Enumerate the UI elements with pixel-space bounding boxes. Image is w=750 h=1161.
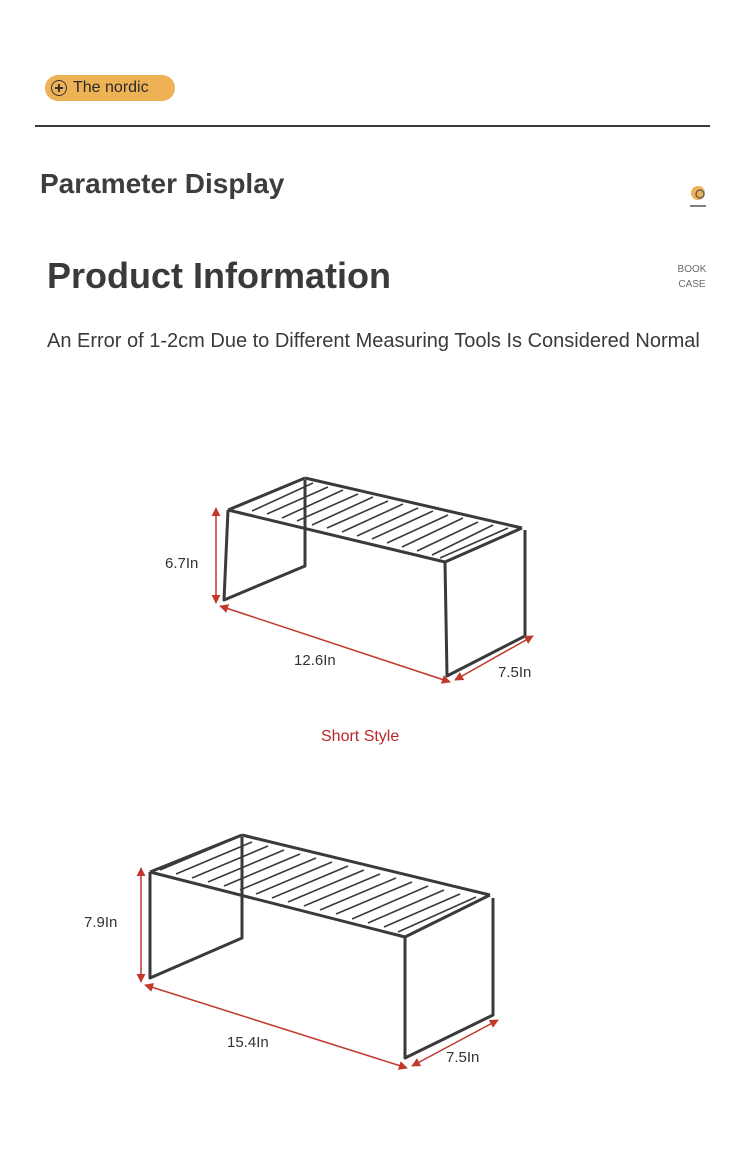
page-title: Product Information [47,255,391,296]
measurement-note: An Error of 1-2cm Due to Different Measuring Tools Is Considered Normal [47,330,700,352]
book-case-line-2: CASE [678,279,706,290]
short-length-label: 12.6In [294,652,336,669]
short-height-label: 6.7In [165,555,199,572]
short-style-label: Short Style [321,728,400,745]
long-depth-label: 7.5In [446,1049,480,1066]
long-length-label: 15.4In [227,1034,269,1051]
brand-label: The nordic [73,79,149,96]
section-title: Parameter Display [40,168,285,199]
book-case-line-1: BOOK [677,264,707,275]
short-depth-label: 7.5In [498,664,532,681]
long-rack-frame [150,835,493,1058]
long-height-label: 7.9In [84,914,118,931]
